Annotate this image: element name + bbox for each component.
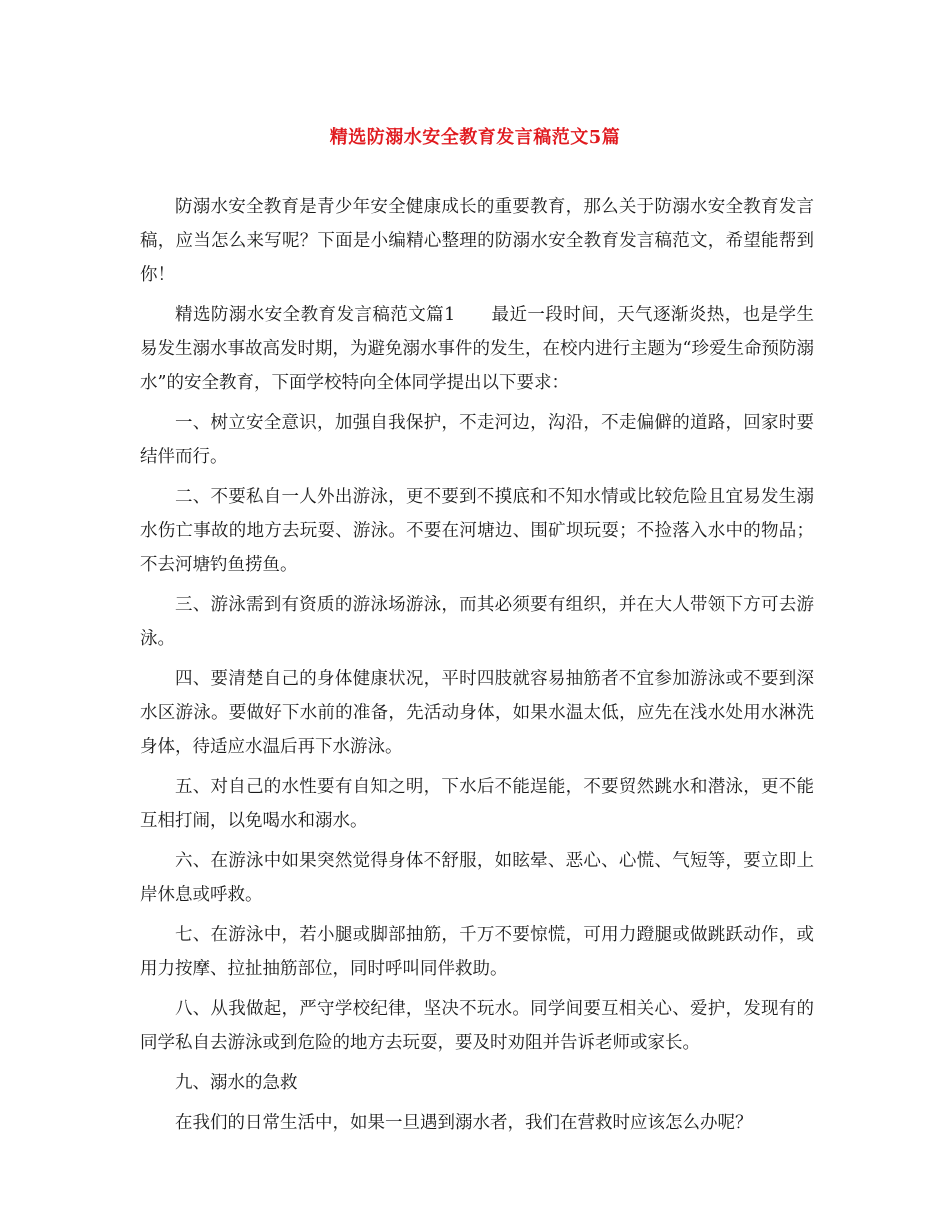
paragraph-rule-9-heading: 九、溺水的急救	[175, 1073, 298, 1093]
paragraph-speech-1: 精选防溺水安全教育发言稿范文篇1 最近一段时间，天气逐渐炎热，也是学生易发生溺水事故高发时期，为避免溺水事件的发生，在校内进行主题为“珍爱生命预防溺水”的安全教育，下面学校特向全体同学提出以下要求：	[140, 305, 814, 393]
paragraph-rule-5: 五、对自己的水性要有自知之明，下水后不能逞能，不要贸然跳水和潜泳，更不能互相打闹，以免喝水和溺水。	[140, 777, 814, 831]
paragraph-rule-2: 二、不要私自一人外出游泳，更不要到不摸底和不知水情或比较危险且宜易发生溺水伤亡事故的地方去玩耍、游泳。不要在河塘边、围矿坝玩耍；不捡落入水中的物品；不去河塘钓鱼捞鱼。	[140, 487, 814, 575]
paragraph-rule-7: 七、在游泳中，若小腿或脚部抽筋，千万不要惊慌，可用力蹬腿或做跳跃动作，或用力按摩、拉扯抽筋部位，同时呼叫同伴救助。	[140, 925, 814, 979]
paragraph-rule-1: 一、树立安全意识，加强自我保护，不走河边，沟沿，不走偏僻的道路，回家时要结伴而行。	[140, 413, 814, 467]
paragraph-rule-8: 八、从我做起，严守学校纪律，坚决不玩水。同学间要互相关心、爱护，发现有的同学私自去游泳或到危险的地方去玩耍，要及时劝阻并告诉老师或家长。	[140, 999, 814, 1053]
paragraph-rule-3: 三、游泳需到有资质的游泳场游泳，而其必须要有组织，并在大人带领下方可去游泳。	[140, 595, 814, 649]
paragraph-rule-6: 六、在游泳中如果突然觉得身体不舒服，如眩晕、恶心、心慌、气短等，要立即上岸休息或呼救。	[140, 851, 814, 905]
document-body	[140, 190, 814, 1146]
paragraph-rule-4: 四、要清楚自己的身体健康状况，平时四肢就容易抽筋者不宜参加游泳或不要到深水区游泳。要做好下水前的准备，先活动身体，如果水温太低，应先在浅水处用水淋洗身体，待适应水温后再下水游泳。	[140, 669, 814, 757]
document-title: 精选防溺水安全教育发言稿范文5篇	[329, 127, 621, 148]
paragraph-rescue-question: 在我们的日常生活中，如果一旦遇到溺水者，我们在营救时应该怎么办呢？	[175, 1113, 753, 1133]
paragraph-intro: 防溺水安全教育是青少年安全健康成长的重要教育，那么关于防溺水安全教育发言稿，应当怎么来写呢？下面是小编精心整理的防溺水安全教育发言稿范文，希望能帮到你！	[140, 197, 814, 285]
